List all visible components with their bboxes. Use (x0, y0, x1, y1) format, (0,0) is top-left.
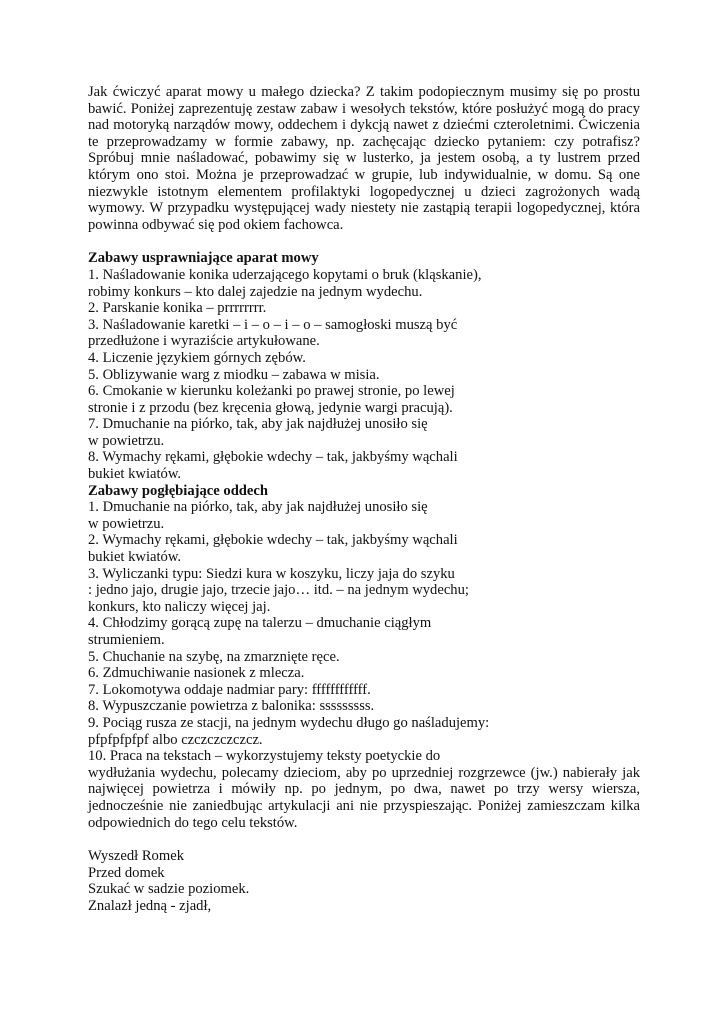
section-breathing-exercises (88, 483, 640, 831)
list-item-line: wydłużania wydechu, polecamy dzieciom, aby po uprzedniej rozgrzewce (jw.) nabierały jak (88, 764, 640, 781)
document-page (88, 84, 640, 915)
intro-line: niezwykle istotnym elementem profilaktyki logopedycznej u dzieci zagrożonych wadą (88, 183, 640, 200)
poem-line: Przed domek (88, 864, 165, 881)
list-item-line: odpowiednich do tego celu tekstów. (88, 814, 298, 831)
list-item-line: 2. Parskanie konika – prrrrrrrr. (88, 300, 267, 317)
list-item-line: 10. Praca na tekstach – wykorzystujemy teksty poetyckie do (88, 748, 441, 765)
list-item-line: w powietrzu. (88, 432, 165, 449)
list-item-line: 4. Liczenie językiem górnych zębów. (88, 349, 306, 366)
list-item-line: 3. Naśladowanie karetki – i – o – i – o – samogłoski muszą być (88, 316, 458, 333)
list-item-line: najwięcej powietrza i mówiły np. po jednym, po dwa, nawet po trzy wersy wiersza, (88, 781, 640, 798)
list-item-line: stronie i z przodu (bez kręcenia głową, jedynie wargi pracują). (88, 399, 453, 416)
list-item-line: 6. Cmokanie w kierunku koleżanki po prawej stronie, po lewej (88, 383, 455, 400)
list-item-line: 8. Wypuszczanie powietrza z balonika: sssssssss. (88, 698, 375, 715)
list-item-line: pfpfpfpfpf albo czczczczczcz. (88, 731, 263, 748)
list-item-line: 7. Dmuchanie na piórko, tak, aby jak najdłużej unosiło się (88, 416, 428, 433)
intro-line: Spróbuj mnie naśladować, pobawimy się w lusterko, ja jestem osobą, a ty lustrem przed (88, 150, 640, 167)
intro-paragraph (88, 84, 640, 233)
list-item-line: 2. Wymachy rękami, głębokie wdechy – tak, jakbyśmy wąchali (88, 532, 458, 549)
intro-line: bawić. Poniżej zaprezentuję zestaw zabaw i wesołych tekstów, które posłużyć mogą do pracy (88, 100, 640, 117)
list-item-line: przedłużone i wyraziście artykułowane. (88, 333, 320, 350)
list-item-line: bukiet kwiatów. (88, 466, 182, 483)
list-item-line: 9. Pociąg rusza ze stacji, na jednym wydechu długo go naśladujemy: (88, 714, 490, 731)
list-item-line: 8. Wymachy rękami, głębokie wdechy – tak, jakbyśmy wąchali (88, 449, 458, 466)
list-item-line: : jedno jajo, drugie jajo, trzecie jajo… itd. – na jednym wydechu; (88, 582, 469, 599)
list-item-line: konkurs, kto naliczy więcej jaj. (88, 598, 271, 615)
poem-line: Szukać w sadzie poziomek. (88, 881, 250, 898)
poem-line: Znalazł jedną - zjadł, (88, 897, 212, 914)
list-item-line: 3. Wyliczanki typu: Siedzi kura w koszyku, liczy jaja do szyku (88, 565, 455, 582)
list-item-line: robimy konkurs – kto dalej zajedzie na jednym wydechu. (88, 283, 423, 300)
list-item-line: 5. Chuchanie na szybę, na zmarznięte ręce. (88, 648, 340, 665)
list-item-line: 4. Chłodzimy gorącą zupę na talerzu – dmuchanie ciągłym (88, 615, 432, 632)
list-item-line: 5. Oblizywanie warg z miodku – zabawa w misia. (88, 366, 380, 383)
intro-line: wymowy. W przypadku występującej wady niestety nie zastąpią terapii logopedycznej, która (88, 200, 640, 217)
list-item-line: bukiet kwiatów. (88, 549, 182, 566)
intro-line: którym ono stoi. Można je przeprowadzać w grupie, lub indywidualnie, w domu. Są one (88, 166, 640, 183)
list-item-line: jednocześnie nie zaniedbując artykulacji ani nie przyspieszając. Poniżej zamieszczam kilka (88, 797, 640, 814)
intro-line: powinna odbywać się pod okiem fachowca. (88, 216, 344, 233)
intro-line: Jak ćwiczyć aparat mowy u małego dziecka? Z takim podopiecznym musimy się po prostu (88, 84, 640, 100)
intro-line: te przeprowadzamy w formie zabawy, np. zachęcając dziecko pytaniem: czy potrafisz? (88, 133, 640, 150)
list-item-line: strumieniem. (88, 632, 165, 648)
poem-line: Wyszedł Romek (88, 848, 184, 865)
list-item-line: 1. Naśladowanie konika uderzającego kopytami o bruk (kląskanie), (88, 266, 482, 283)
list-item-line: w powietrzu. (88, 515, 165, 532)
list-item-line: 1. Dmuchanie na piórko, tak, aby jak najdłużej unosiło się (88, 499, 428, 516)
list-item-line: 6. Zdmuchiwanie nasionek z mlecza. (88, 665, 305, 682)
section-heading: Zabawy usprawniające aparat mowy (88, 250, 319, 267)
intro-line: nad motoryką narządów mowy, oddechem i dykcją nawet z dziećmi czteroletnimi. Ćwiczenia (88, 117, 640, 134)
poem (88, 848, 640, 914)
paragraph-gap (88, 831, 640, 848)
paragraph-gap (88, 233, 640, 250)
list-item-line: 7. Lokomotywa oddaje nadmiar pary: ffffffffffff. (88, 681, 371, 698)
section-heading: Zabawy pogłębiające oddech (88, 482, 268, 499)
section-articulation-exercises (88, 250, 640, 482)
